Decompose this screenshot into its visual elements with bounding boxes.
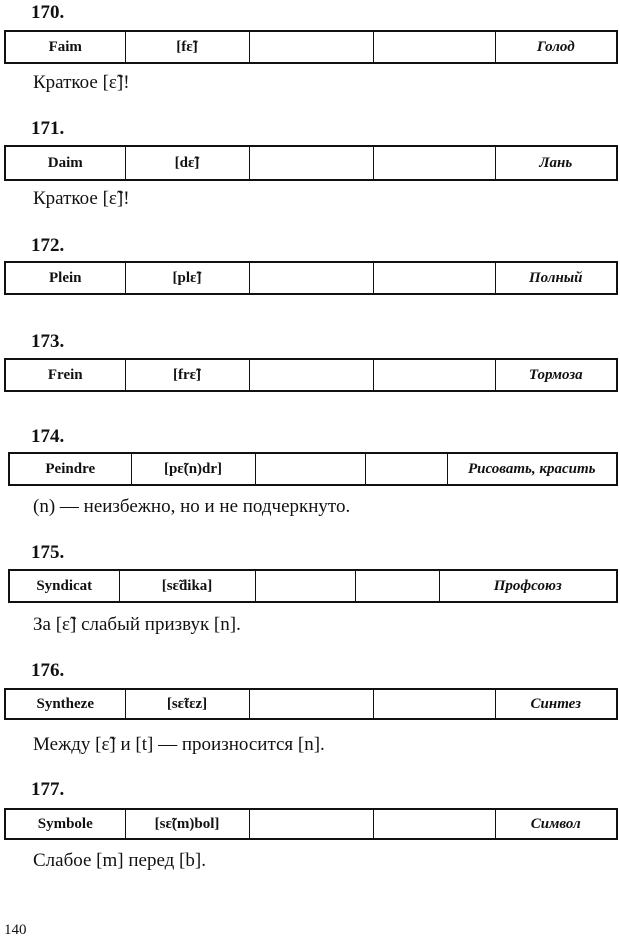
entry-number: 175. [31,542,65,563]
translation-cell: Голод [495,31,617,63]
translation-cell: Профсоюз [439,570,617,602]
entry-number: 177. [31,779,65,800]
pronunciation-note: За [ɛ̃] слабый призвук [n]. [33,614,241,635]
empty-cell [373,262,495,294]
word-cell: Frein [5,359,125,391]
empty-cell [249,809,373,839]
word-cell: Faim [5,31,125,63]
empty-cell [365,453,447,485]
empty-cell [249,146,373,180]
empty-cell [355,570,439,602]
translation-cell: Символ [495,809,617,839]
empty-cell [373,31,495,63]
entry-number: 172. [31,235,65,256]
empty-cell [249,262,373,294]
entry-number: 174. [31,426,65,447]
empty-cell [249,359,373,391]
pronunciation-note: Между [ɛ̃] и [t] — произносится [n]. [33,734,325,755]
transcription-cell: [pɛ̃(n)dr] [131,453,255,485]
empty-cell [373,359,495,391]
entry-number: 176. [31,660,65,681]
word-cell: Plein [5,262,125,294]
empty-cell [373,809,495,839]
word-cell: Symbole [5,809,125,839]
transcription-cell: [fɛ̃] [125,31,249,63]
empty-cell [255,570,355,602]
pronunciation-note: (n) — неизбежно, но и не подчеркнуто. [33,496,351,517]
empty-cell [255,453,365,485]
entry-number: 173. [31,331,65,352]
entry-number: 170. [31,2,65,23]
translation-cell: Тормоза [495,359,617,391]
translation-cell: Рисовать, красить [447,453,617,485]
empty-cell [373,146,495,180]
word-table [4,261,618,295]
translation-cell: Синтез [495,689,617,719]
pronunciation-note: Краткое [ɛ̃]! [33,72,130,93]
word-table [8,569,618,603]
translation-cell: Лань [495,146,617,180]
word-cell: Syntheze [5,689,125,719]
empty-cell [373,689,495,719]
transcription-cell: [sɛ̃(m)bol] [125,809,249,839]
word-table [4,808,618,840]
empty-cell [249,31,373,63]
transcription-cell: [frɛ̃] [125,359,249,391]
word-table [4,358,618,392]
translation-cell: Полный [495,262,617,294]
word-cell: Peindre [9,453,131,485]
page-number: 140 [4,922,27,938]
transcription-cell: [plɛ̃] [125,262,249,294]
word-table [4,145,618,181]
transcription-cell: [dɛ̃] [125,146,249,180]
pronunciation-note: Слабое [m] перед [b]. [33,850,206,871]
word-table [4,688,618,720]
transcription-cell: [sɛ̃dika] [119,570,255,602]
word-table [8,452,618,486]
word-cell: Daim [5,146,125,180]
word-cell: Syndicat [9,570,119,602]
empty-cell [249,689,373,719]
transcription-cell: [sɛ̃tɛz] [125,689,249,719]
entry-number: 171. [31,118,65,139]
word-table [4,30,618,64]
pronunciation-note: Краткое [ɛ̃]! [33,188,130,209]
